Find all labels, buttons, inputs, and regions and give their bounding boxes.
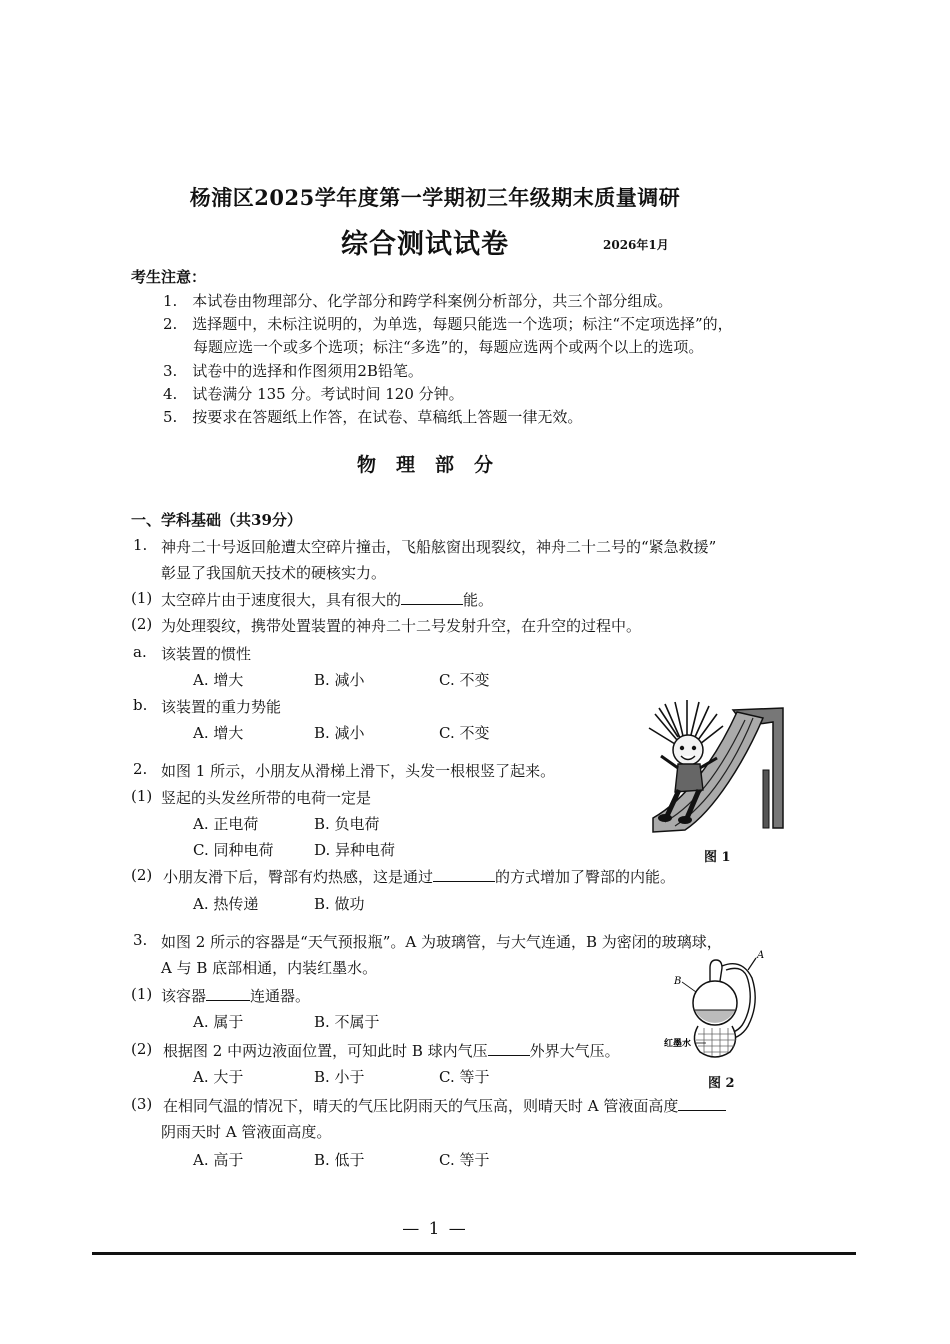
q1-2-text: 为处理裂纹，携带处置装置的神舟二十二号发射升空，在升空的过程中。 xyxy=(161,617,642,635)
q3-3-text-line2: 阴雨天时 A 管液面高度。 xyxy=(161,1123,332,1141)
q3-2-text xyxy=(163,1040,620,1061)
notice-item-5: 5. 按要求在答题纸上作答，在试卷、草稿纸上答题一律无效。 xyxy=(163,408,583,426)
q1-a-option-c[interactable]: C. 不变 xyxy=(439,671,490,689)
notice-item-4: 4. 试卷满分 135 分。考试时间 120 分钟。 xyxy=(163,385,464,403)
q3-1-option-b[interactable]: B. 不属于 xyxy=(314,1013,380,1031)
q1-b-text: 该装置的重力势能 xyxy=(161,698,282,716)
q2-2-option-b[interactable]: B. 做功 xyxy=(314,895,365,913)
q1-1-text xyxy=(161,589,493,610)
notice-item-2: 2. 选择题中，未标注说明的，为单选，每题只能选一个选项；标注“不定项选择”的， xyxy=(163,315,733,333)
figure-2-caption: 图 2 xyxy=(708,1076,735,1091)
q3-1-number: (1) xyxy=(131,985,153,1003)
q3-1-blank[interactable] xyxy=(206,987,250,1001)
q1-stem-line2: 彰显了我国航天技术的硬核实力。 xyxy=(161,564,387,582)
footer-rule xyxy=(92,1252,856,1255)
q3-3-blank[interactable] xyxy=(678,1097,726,1111)
figure-2-label-ink: 红墨水 xyxy=(664,1039,692,1049)
q3-1-pre: 该容器 xyxy=(161,987,207,1005)
q2-1-option-b[interactable]: B. 负电荷 xyxy=(314,815,380,833)
q3-1-option-a[interactable]: A. 属于 xyxy=(193,1013,244,1031)
q2-2-text xyxy=(163,866,675,887)
q1-b-number: b. xyxy=(133,696,148,714)
q3-1-text xyxy=(161,985,310,1006)
figure-2-weather-bottle xyxy=(660,948,770,1068)
notice-item-2-cont: 每题应选一个或多个选项；标注“多选”的，每题应选两个或两个以上的选项。 xyxy=(193,338,704,356)
q3-3-option-a[interactable]: A. 高于 xyxy=(193,1151,244,1169)
figure-2-label-a: A xyxy=(757,950,765,961)
figure-1-slide-illustration xyxy=(645,700,785,840)
q3-3-option-b[interactable]: B. 低于 xyxy=(314,1151,365,1169)
q1-a-option-a[interactable]: A. 增大 xyxy=(193,671,244,689)
q1-a-number: a. xyxy=(133,643,147,661)
q1-1-blank[interactable] xyxy=(401,591,463,605)
q1-b-option-b[interactable]: B. 减小 xyxy=(314,724,365,742)
exam-date: 2026年1月 xyxy=(603,238,669,252)
part-title: 一、学科基础（共39分） xyxy=(131,511,302,529)
q1-a-option-b[interactable]: B. 减小 xyxy=(314,671,365,689)
exam-title: 杨浦区2025学年度第一学期初三年级期末质量调研 xyxy=(189,185,681,210)
notice-item-3: 3. 试卷中的选择和作图须用2B铅笔。 xyxy=(163,362,423,380)
q1-b-option-a[interactable]: A. 增大 xyxy=(193,724,244,742)
q2-2-number: (2) xyxy=(131,866,153,884)
q3-stem-line1: 如图 2 所示的容器是“天气预报瓶”。A 为玻璃管，与大气连通，B 为密闭的玻璃球， xyxy=(161,933,722,951)
q2-1-text: 竖起的头发丝所带的电荷一定是 xyxy=(161,789,372,807)
page-number: — 1 — xyxy=(402,1219,468,1239)
q3-stem-line2: A 与 B 底部相通，内装红墨水。 xyxy=(161,959,378,977)
q2-2-post: 的方式增加了臀部的内能。 xyxy=(495,868,676,886)
q2-stem: 如图 1 所示，小朋友从滑梯上滑下，头发一根根竖了起来。 xyxy=(161,762,556,780)
q1-a-text: 该装置的惯性 xyxy=(161,645,252,663)
notice-heading: 考生注意： xyxy=(131,268,207,286)
q1-2-number: (2) xyxy=(131,615,153,633)
q3-2-number: (2) xyxy=(131,1040,153,1058)
q3-1-post: 连通器。 xyxy=(250,987,311,1005)
q2-1-number: (1) xyxy=(131,787,153,805)
section-title-physics: 物理部分 xyxy=(356,454,513,476)
q3-2-option-c[interactable]: C. 等于 xyxy=(439,1068,490,1086)
q2-2-blank[interactable] xyxy=(433,868,495,882)
q2-1-option-d[interactable]: D. 异种电荷 xyxy=(314,841,396,859)
q3-2-blank[interactable] xyxy=(488,1042,530,1056)
q3-2-post: 外界大气压。 xyxy=(529,1042,620,1060)
q1-stem-line1: 神舟二十号返回舱遭太空碎片撞击，飞船舷窗出现裂纹，神舟二十二号的“紧急救援” xyxy=(161,538,717,556)
q3-3-pre: 在相同气温的情况下，晴天的气压比阴雨天的气压高，则晴天时 A 管液面高度 xyxy=(163,1097,679,1115)
q1-1-number: (1) xyxy=(131,589,153,607)
figure-1-caption: 图 1 xyxy=(704,850,731,865)
q2-2-option-a[interactable]: A. 热传递 xyxy=(193,895,259,913)
q3-3-text xyxy=(163,1095,726,1116)
q3-3-number: (3) xyxy=(131,1095,153,1113)
q2-1-option-a[interactable]: A. 正电荷 xyxy=(193,815,259,833)
exam-subtitle: 综合测试试卷 xyxy=(341,229,509,260)
q2-number: 2. xyxy=(133,760,148,778)
q2-1-option-c[interactable]: C. 同种电荷 xyxy=(193,841,274,859)
q1-b-option-c[interactable]: C. 不变 xyxy=(439,724,490,742)
q1-1-pre: 太空碎片由于速度很大，具有很大的 xyxy=(161,591,402,609)
q3-number: 3. xyxy=(133,931,148,949)
q1-1-post: 能。 xyxy=(463,591,494,609)
q3-2-option-a[interactable]: A. 大于 xyxy=(193,1068,244,1086)
q3-2-pre: 根据图 2 中两边液面位置，可知此时 B 球内气压 xyxy=(163,1042,488,1060)
notice-item-1: 1. 本试卷由物理部分、化学部分和跨学科案例分析部分，共三个部分组成。 xyxy=(163,292,673,310)
q3-3-option-c[interactable]: C. 等于 xyxy=(439,1151,490,1169)
figure-2-label-b: B xyxy=(674,976,682,987)
q2-2-pre: 小朋友滑下后，臀部有灼热感，这是通过 xyxy=(163,868,434,886)
q3-2-option-b[interactable]: B. 小于 xyxy=(314,1068,365,1086)
q1-number: 1. xyxy=(133,536,148,554)
